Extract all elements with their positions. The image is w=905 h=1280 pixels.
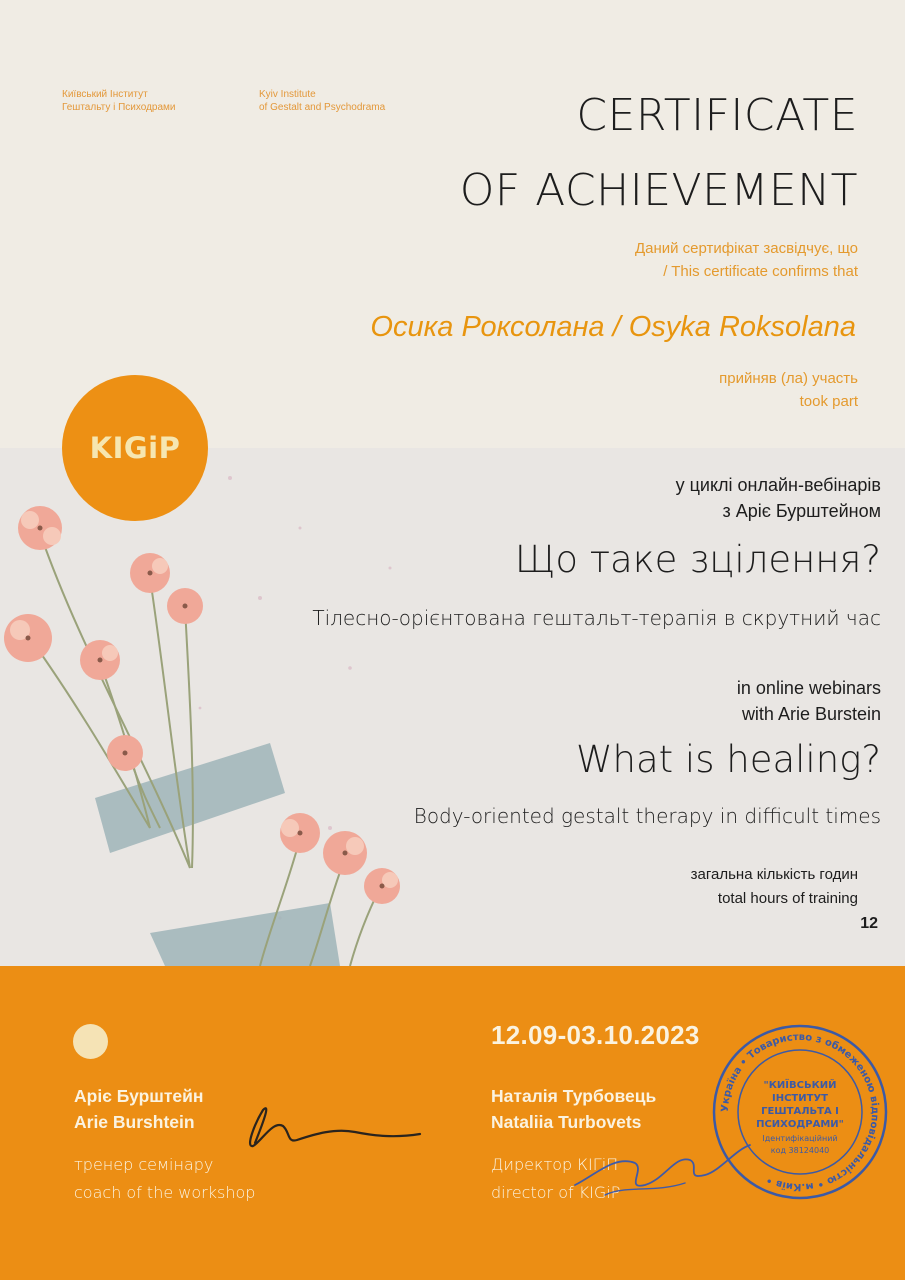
director-role-ua: Директор КІГіП [491,1155,619,1174]
confirmation-text-ua: Даний сертифікат засвідчує, що [634,240,858,257]
institute-name-en-line2: of Gestalt and Psychodrama [259,102,386,113]
institute-name-en-line1: Kyiv Institute [259,89,316,100]
coach-name-ua: Аріє Бурштейн [74,1086,204,1106]
stamp-ring-text: Україна • Товариство з обмеженою відповідальністю • м.Київ • [719,1031,881,1193]
stamp-line3: ГЕШТАЛЬТА І [761,1106,839,1117]
en-course-subtitle: Body-oriented gestalt therapy in difficult times [413,804,881,828]
took-part-en: took part [799,393,858,410]
ua-course-title: Що таке зцілення? [514,538,881,581]
en-intro [737,675,881,727]
stamp-line4: ПСИХОДРАМИ" [756,1119,844,1130]
coach-signature-image [225,1098,425,1158]
ua-intro-line1: у циклі онлайн-вебінарів [675,475,881,495]
institute-name-ua [62,88,176,114]
director-name-en: Nataliia Turbovets [491,1112,642,1132]
stamp-line6: код 38124040 [770,1146,830,1155]
official-stamp-image [710,1022,890,1202]
stamp-line5: Ідентифікаційний [762,1134,838,1143]
confirmation-text [635,237,858,283]
coach-name-en: Arie Burshtein [74,1112,195,1132]
kigip-logo-text: KIGiP [89,431,181,465]
certificate-title-line1: CERTIFICATE [576,90,858,141]
decorative-dot [73,1024,108,1059]
training-hours-label [691,863,858,911]
en-intro-line1: in online webinars [736,678,881,698]
coach-role-en: coach of the workshop [74,1183,256,1202]
recipient-name: Осика Роксолана / Osyka Roksolana [370,311,856,343]
director-name-ua: Наталія Турбовець [491,1086,657,1106]
training-hours-value: 12 [860,915,878,932]
certificate-title [460,78,858,228]
pressed-flowers-image [0,448,420,966]
took-part-ua: прийняв (ла) участь [719,370,858,387]
certificate-title-line2: OF ACHIEVEMENT [459,165,858,216]
stamp-line1: "КИЇВСЬКИЙ [763,1080,837,1091]
en-intro-line2: with Arie Burstein [741,704,881,724]
en-course-title: What is healing? [575,738,881,781]
ua-course-subtitle: Тілесно-орієнтована гештальт-терапія в скрутний час [312,606,881,630]
training-dates: 12.09-03.10.2023 [491,1020,700,1050]
kigip-logo [62,375,208,521]
institute-name-ua-line2: Гештальту і Психодрами [62,102,176,113]
coach-role-ua: тренер семінару [74,1155,214,1174]
confirmation-text-en: / This certificate confirms that [663,263,858,280]
training-hours-label-ua: загальна кількість годин [690,866,858,883]
institute-name-en [259,88,385,114]
ua-intro-line2: з Аріє Бурштейном [722,501,881,521]
took-part-text [719,367,858,413]
institute-name-ua-line1: Київський Інститут [62,89,148,100]
stamp-line2: ІНСТИТУТ [772,1093,828,1104]
training-hours-label-en: total hours of training [717,890,858,907]
director-role-en: director of KIGiP [491,1183,621,1202]
ua-intro [676,472,881,524]
